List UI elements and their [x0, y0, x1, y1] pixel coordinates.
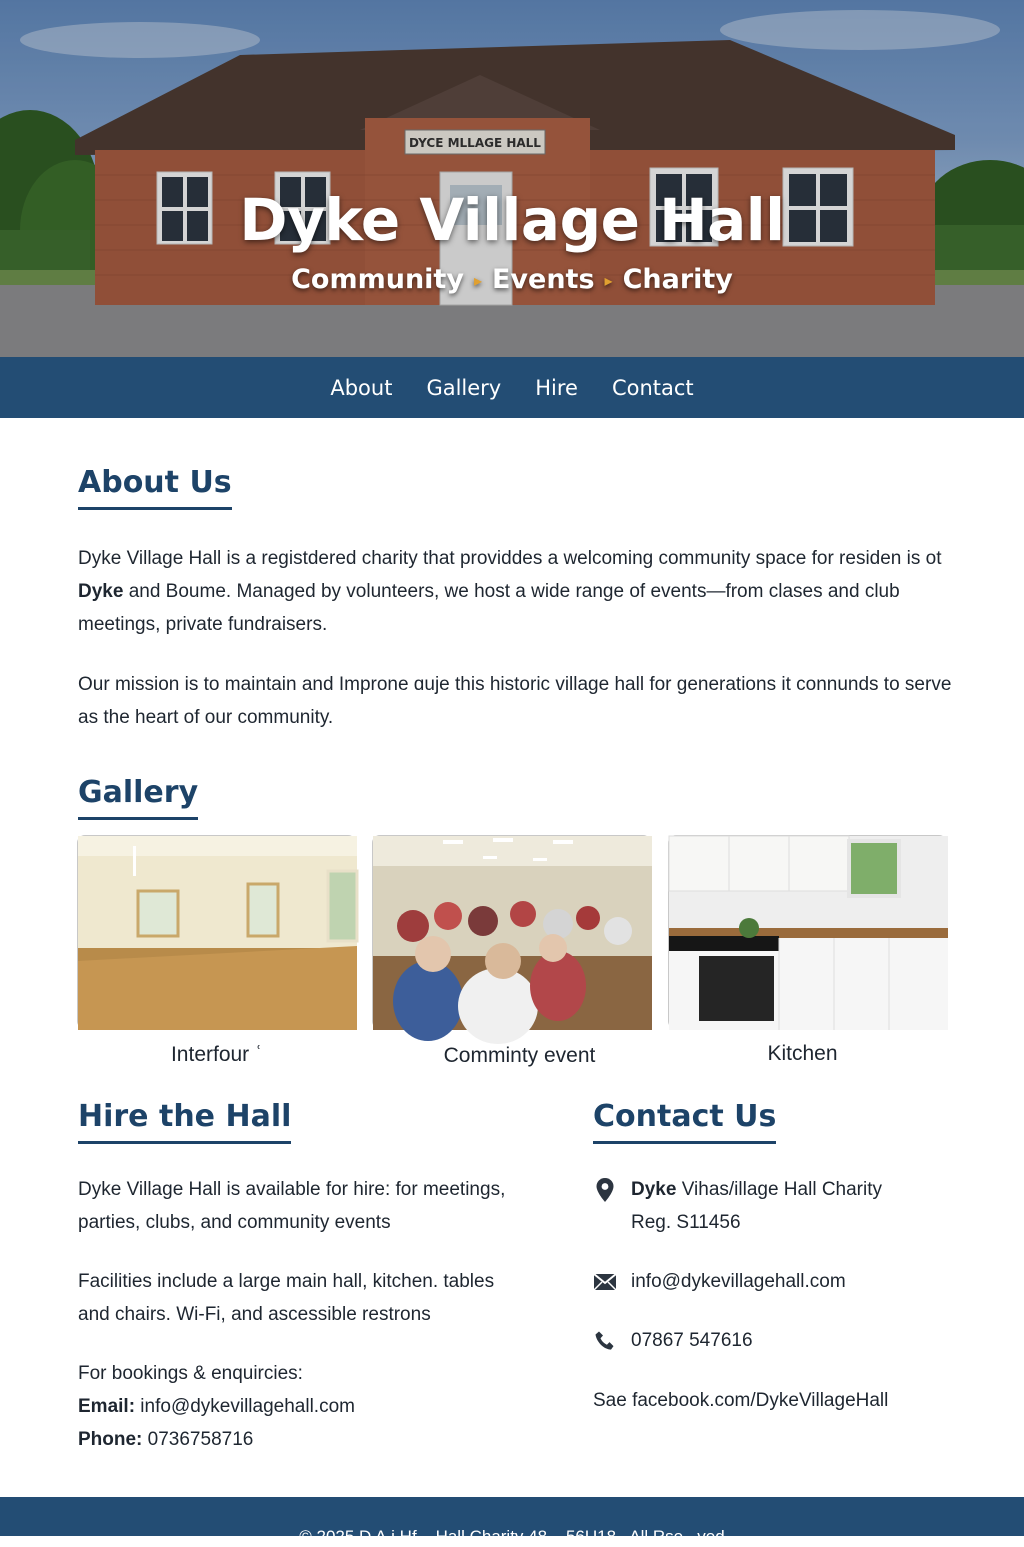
about-text-c: and Boume. Managed by volunteers, we host a wide range of events—from clases and club meetings, private fundraisers. — [78, 581, 900, 635]
bookings-label: For bookings & enquircies: — [78, 1363, 303, 1384]
hire-email-line — [78, 1390, 548, 1423]
gallery-caption-interior: Interfour ʿ — [170, 1043, 263, 1066]
hire-paragraph-2: Facilities include a large main hall, kitchen. tables and chairs. Wi-Fi, and ascessible restrons — [78, 1271, 495, 1325]
gallery-caption-event: Comminty event — [443, 1044, 596, 1067]
site-footer — [0, 1497, 1024, 1546]
about-text-a: Dyke Village Hall is a registdered charity that providdes a welcoming community space for residen is ot — [78, 548, 942, 569]
contact-email[interactable] — [593, 1265, 846, 1298]
hire-phone-value: 0736758716 — [142, 1429, 254, 1450]
envelope-icon — [593, 1265, 617, 1298]
footer-copyright: © 2025 D A.i Hf... Hall Charity 48... 56U18 . All Rse...ved — [299, 1527, 725, 1546]
tagline-events: Events — [491, 264, 595, 295]
kitchen-photo[interactable] — [668, 835, 947, 1029]
nav-hire[interactable]: Hire — [535, 375, 578, 400]
interior-photo[interactable] — [77, 835, 356, 1029]
gallery-item-kitchen[interactable] — [668, 835, 947, 1029]
address-rest: Vihas/illage Hall Charity — [676, 1179, 882, 1200]
hire-paragraph-1: Dyke Village Hall is available for hire: for meetings, parties, clubs, and community events — [78, 1179, 506, 1233]
gallery-item-interior[interactable] — [77, 835, 356, 1029]
community-event-photo[interactable] — [372, 835, 651, 1029]
hire-bookings — [78, 1357, 548, 1456]
tagline-separator: ▸ — [473, 271, 482, 290]
hero-banner — [0, 0, 1024, 357]
email-label: Email: — [78, 1396, 136, 1417]
about-paragraph-2: Our mission is to maintain and Improne ɑuje this historic village hall for generations it connunds to serve as the heart of our community. — [78, 674, 952, 728]
tagline-community: Community — [291, 264, 464, 295]
tagline-separator: ▸ — [604, 271, 613, 290]
contact-phone-number[interactable]: 07867 547616 — [631, 1330, 753, 1351]
facebook-link[interactable]: Sae facebook.com/DykeVillageHall — [593, 1390, 889, 1411]
site-tagline — [0, 264, 1024, 295]
address-text — [631, 1173, 882, 1239]
map-pin-icon — [593, 1173, 617, 1206]
hall-sign-text: DYCE MLLAGE HALL — [409, 136, 541, 150]
phone-icon — [593, 1324, 617, 1357]
nav-about[interactable]: About — [330, 375, 393, 400]
hire-heading: Hire the Hall — [78, 1100, 291, 1144]
main-nav — [0, 357, 1024, 418]
village-hall-photo — [0, 0, 1024, 357]
phone-label: Phone: — [78, 1429, 143, 1450]
contact-email-link[interactable]: info@dykevillagehall.com — [631, 1271, 846, 1292]
gallery-caption-kitchen: Kitchen — [767, 1042, 838, 1065]
hire-email-link[interactable]: info@dykevillagehall.com — [135, 1396, 355, 1417]
registration-number: Reg. S11456 — [631, 1212, 741, 1233]
nav-gallery[interactable]: Gallery — [426, 375, 502, 400]
contact-phone[interactable] — [593, 1324, 753, 1357]
contact-address — [593, 1173, 882, 1239]
tagline-charity: Charity — [622, 264, 733, 295]
about-paragraph-1 — [78, 542, 958, 641]
hire-phone-line — [78, 1423, 548, 1456]
address-bold: Dyke — [631, 1179, 677, 1200]
about-text-bold: Dyke — [78, 581, 124, 602]
gallery-heading: Gallery — [78, 776, 198, 820]
site-title: Dyke Village Hall — [239, 186, 785, 254]
gallery-item-community-event[interactable] — [372, 835, 651, 1029]
nav-contact[interactable]: Contact — [611, 375, 694, 400]
about-heading: About Us — [78, 466, 232, 510]
contact-heading: Contact Us — [593, 1100, 776, 1144]
